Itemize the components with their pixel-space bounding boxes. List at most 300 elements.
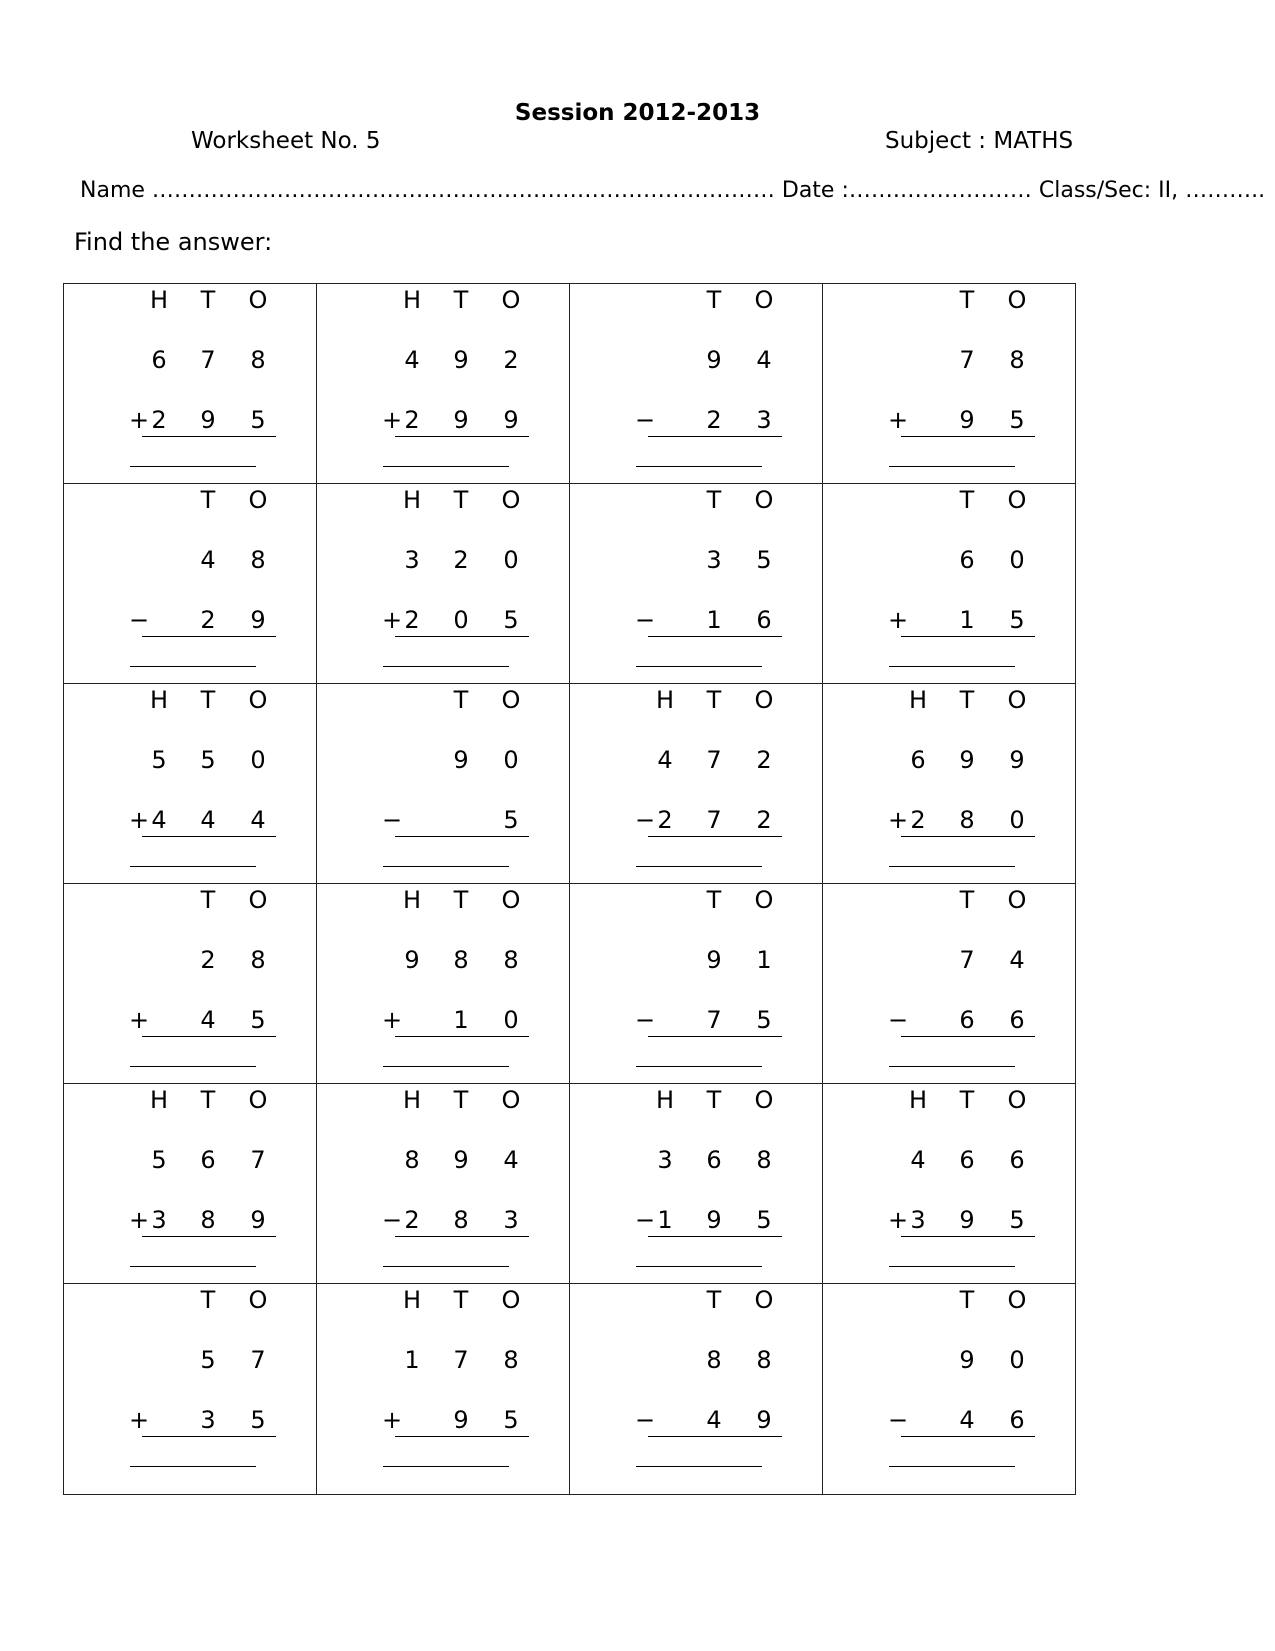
answer-line[interactable] [889, 466, 1015, 467]
ones-digit: 4 [503, 1146, 519, 1174]
tens-digit: 9 [453, 1146, 469, 1174]
ones-label: O [754, 686, 774, 714]
operator-sign: − [381, 1206, 403, 1234]
place-value-header [630, 286, 774, 318]
tens-label: T [959, 486, 975, 514]
ones-digit: 8 [503, 1346, 519, 1374]
tens-digit: 7 [706, 746, 722, 774]
ones-label: O [248, 486, 268, 514]
second-number [124, 606, 266, 638]
answer-line[interactable] [130, 1066, 256, 1067]
second-number [883, 1006, 1025, 1038]
place-value-header [124, 1086, 268, 1118]
first-number [883, 546, 1025, 578]
ones-digit: 1 [756, 946, 772, 974]
place-value-header [883, 286, 1027, 318]
ones-digit: 7 [250, 1146, 266, 1174]
ones-digit: 8 [250, 346, 266, 374]
second-number [630, 1206, 772, 1238]
ones-digit: 4 [756, 346, 772, 374]
tens-digit: 6 [959, 546, 975, 574]
ones-digit: 8 [1009, 346, 1025, 374]
ones-digit: 5 [503, 1406, 519, 1434]
tens-label: T [453, 486, 469, 514]
hundreds-label: H [402, 886, 422, 914]
operand-underline [395, 836, 529, 837]
second-number [630, 1406, 772, 1438]
hundreds-label: H [655, 1086, 675, 1114]
first-number [883, 746, 1025, 778]
second-number [377, 806, 519, 838]
operand-underline [901, 836, 1035, 837]
problem-row [64, 1084, 1076, 1284]
ones-digit: 0 [1009, 806, 1025, 834]
operand-underline [395, 1436, 529, 1437]
tens-label: T [706, 686, 722, 714]
ones-digit: 0 [1009, 1346, 1025, 1374]
operator-sign: + [128, 406, 150, 434]
ones-label: O [754, 1286, 774, 1314]
answer-line[interactable] [383, 666, 509, 667]
ones-label: O [248, 1086, 268, 1114]
tens-digit: 9 [453, 1406, 469, 1434]
hundreds-digit: 6 [151, 346, 167, 374]
problem-cell [570, 684, 823, 884]
operand-underline [142, 836, 276, 837]
tens-digit: 8 [453, 1206, 469, 1234]
problem-row [64, 684, 1076, 884]
problem-cell [64, 684, 317, 884]
first-number [377, 346, 519, 378]
operator-sign: + [128, 1406, 150, 1434]
ones-digit: 0 [503, 546, 519, 574]
tens-digit: 2 [200, 946, 216, 974]
operator-sign: − [634, 1206, 656, 1234]
ones-label: O [1007, 1086, 1027, 1114]
first-number [377, 1146, 519, 1178]
operand-underline [395, 1036, 529, 1037]
ones-digit: 3 [756, 406, 772, 434]
instruction-text: Find the answer: [74, 228, 273, 256]
answer-line[interactable] [636, 1266, 762, 1267]
second-number [124, 406, 266, 438]
ones-label: O [1007, 886, 1027, 914]
hundreds-label: H [402, 286, 422, 314]
problem-cell [570, 484, 823, 684]
ones-digit: 5 [1009, 1206, 1025, 1234]
ones-digit: 5 [503, 606, 519, 634]
hundreds-digit: 2 [404, 606, 420, 634]
second-number [124, 1206, 266, 1238]
tens-digit: 8 [200, 1206, 216, 1234]
ones-digit: 6 [756, 606, 772, 634]
operand-underline [395, 1236, 529, 1237]
answer-line[interactable] [636, 1066, 762, 1067]
first-number [124, 746, 266, 778]
ones-digit: 9 [503, 406, 519, 434]
hundreds-digit: 4 [404, 346, 420, 374]
operator-sign: − [128, 606, 150, 634]
answer-line[interactable] [383, 1066, 509, 1067]
ones-label: O [248, 1286, 268, 1314]
tens-digit: 9 [453, 346, 469, 374]
ones-digit: 0 [250, 746, 266, 774]
ones-digit: 9 [250, 606, 266, 634]
tens-digit: 9 [959, 1346, 975, 1374]
problem-row [64, 284, 1076, 484]
tens-digit: 4 [706, 1406, 722, 1434]
operand-underline [142, 1236, 276, 1237]
place-value-header [124, 1286, 268, 1318]
operand-underline [648, 1436, 782, 1437]
tens-digit: 9 [453, 406, 469, 434]
tens-digit: 4 [959, 1406, 975, 1434]
ones-digit: 5 [503, 806, 519, 834]
operator-sign: − [887, 1406, 909, 1434]
ones-digit: 0 [1009, 546, 1025, 574]
answer-line[interactable] [636, 666, 762, 667]
hundreds-digit: 4 [657, 746, 673, 774]
tens-label: T [959, 1286, 975, 1314]
tens-digit: 8 [453, 946, 469, 974]
answer-line[interactable] [130, 1266, 256, 1267]
place-value-header [124, 486, 268, 518]
tens-label: T [453, 1286, 469, 1314]
tens-label: T [959, 686, 975, 714]
tens-label: T [200, 1286, 216, 1314]
first-number [124, 346, 266, 378]
tens-label: T [706, 1086, 722, 1114]
place-value-header [124, 286, 268, 318]
second-number [883, 606, 1025, 638]
operand-underline [142, 636, 276, 637]
operator-sign: + [381, 406, 403, 434]
problem-cell [64, 484, 317, 684]
ones-digit: 9 [1009, 746, 1025, 774]
place-value-header [630, 886, 774, 918]
operator-sign: + [128, 1006, 150, 1034]
ones-digit: 8 [756, 1146, 772, 1174]
tens-digit: 4 [200, 1006, 216, 1034]
tens-label: T [706, 486, 722, 514]
ones-label: O [501, 286, 521, 314]
operand-underline [901, 1436, 1035, 1437]
ones-digit: 0 [503, 1006, 519, 1034]
problem-cell [823, 684, 1076, 884]
second-number [377, 606, 519, 638]
first-number [883, 1346, 1025, 1378]
answer-line[interactable] [383, 866, 509, 867]
hundreds-label: H [149, 286, 169, 314]
place-value-header [883, 486, 1027, 518]
first-number [630, 1346, 772, 1378]
hundreds-digit: 1 [404, 1346, 420, 1374]
place-value-header [377, 886, 521, 918]
tens-digit: 3 [200, 1406, 216, 1434]
ones-label: O [501, 486, 521, 514]
hundreds-digit: 9 [404, 946, 420, 974]
problem-cell [570, 884, 823, 1084]
tens-digit: 6 [959, 1006, 975, 1034]
answer-line[interactable] [383, 1266, 509, 1267]
ones-digit: 5 [1009, 606, 1025, 634]
ones-digit: 2 [756, 746, 772, 774]
tens-digit: 7 [453, 1346, 469, 1374]
place-value-header [124, 886, 268, 918]
hundreds-digit: 1 [657, 1206, 673, 1234]
tens-digit: 9 [200, 406, 216, 434]
problem-cell [823, 484, 1076, 684]
tens-label: T [959, 886, 975, 914]
operator-sign: − [634, 806, 656, 834]
answer-line[interactable] [889, 866, 1015, 867]
place-value-header [377, 486, 521, 518]
operand-underline [648, 636, 782, 637]
tens-digit: 1 [453, 1006, 469, 1034]
place-value-header [883, 1086, 1027, 1118]
second-number [630, 1006, 772, 1038]
hundreds-label: H [149, 1086, 169, 1114]
tens-digit: 7 [706, 1006, 722, 1034]
answer-line[interactable] [889, 666, 1015, 667]
second-number [883, 806, 1025, 838]
problem-cell [317, 1284, 570, 1495]
ones-digit: 5 [756, 546, 772, 574]
tens-digit: 6 [706, 1146, 722, 1174]
problem-cell [317, 884, 570, 1084]
problem-grid [63, 283, 1076, 1495]
tens-label: T [959, 286, 975, 314]
operand-underline [395, 436, 529, 437]
operand-underline [901, 1236, 1035, 1237]
hundreds-digit: 2 [404, 406, 420, 434]
place-value-header [883, 1286, 1027, 1318]
tens-digit: 5 [200, 1346, 216, 1374]
problem-cell [317, 284, 570, 484]
ones-digit: 5 [756, 1006, 772, 1034]
operand-underline [142, 1436, 276, 1437]
place-value-header [630, 486, 774, 518]
operator-sign: + [381, 606, 403, 634]
tens-label: T [706, 286, 722, 314]
second-number [124, 1006, 266, 1038]
hundreds-label: H [908, 1086, 928, 1114]
place-value-header [630, 1086, 774, 1118]
ones-digit: 2 [503, 346, 519, 374]
operator-sign: − [634, 1406, 656, 1434]
first-number [630, 946, 772, 978]
problem-cell [64, 1084, 317, 1284]
ones-digit: 4 [1009, 946, 1025, 974]
tens-digit: 7 [200, 346, 216, 374]
tens-digit: 9 [959, 746, 975, 774]
second-number [377, 1206, 519, 1238]
tens-digit: 0 [453, 606, 469, 634]
tens-digit: 8 [706, 1346, 722, 1374]
tens-label: T [200, 686, 216, 714]
place-value-header [630, 1286, 774, 1318]
operand-underline [395, 636, 529, 637]
place-value-header [377, 1286, 521, 1318]
problem-row [64, 884, 1076, 1084]
tens-label: T [453, 886, 469, 914]
second-number [377, 1006, 519, 1038]
hundreds-digit: 8 [404, 1146, 420, 1174]
problem-cell [570, 1284, 823, 1495]
tens-label: T [200, 286, 216, 314]
ones-label: O [1007, 486, 1027, 514]
problem-cell [823, 1284, 1076, 1495]
ones-digit: 5 [250, 1406, 266, 1434]
operand-underline [648, 1236, 782, 1237]
ones-digit: 9 [756, 1406, 772, 1434]
operand-underline [648, 1036, 782, 1037]
hundreds-digit: 3 [910, 1206, 926, 1234]
ones-label: O [248, 686, 268, 714]
place-value-header [377, 686, 521, 718]
ones-label: O [754, 886, 774, 914]
ones-label: O [248, 286, 268, 314]
tens-label: T [453, 1086, 469, 1114]
answer-line[interactable] [130, 1466, 256, 1467]
problem-cell [64, 284, 317, 484]
ones-digit: 6 [1009, 1006, 1025, 1034]
tens-label: T [706, 1286, 722, 1314]
operand-underline [901, 1036, 1035, 1037]
ones-digit: 3 [503, 1206, 519, 1234]
problem-cell [64, 1284, 317, 1495]
hundreds-digit: 3 [657, 1146, 673, 1174]
answer-line[interactable] [889, 1066, 1015, 1067]
operator-sign: − [634, 1006, 656, 1034]
answer-line[interactable] [889, 1266, 1015, 1267]
operator-sign: + [381, 1406, 403, 1434]
hundreds-digit: 5 [151, 1146, 167, 1174]
tens-digit: 7 [959, 946, 975, 974]
hundreds-label: H [402, 486, 422, 514]
answer-line[interactable] [636, 866, 762, 867]
hundreds-label: H [149, 686, 169, 714]
ones-label: O [754, 1086, 774, 1114]
second-number [377, 406, 519, 438]
first-number [630, 1146, 772, 1178]
hundreds-digit: 4 [910, 1146, 926, 1174]
ones-label: O [754, 486, 774, 514]
operand-underline [142, 1036, 276, 1037]
operator-sign: + [381, 1006, 403, 1034]
place-value-header [883, 886, 1027, 918]
ones-digit: 8 [250, 946, 266, 974]
first-number [883, 1146, 1025, 1178]
hundreds-digit: 3 [151, 1206, 167, 1234]
hundreds-label: H [908, 686, 928, 714]
tens-digit: 4 [200, 806, 216, 834]
tens-label: T [200, 886, 216, 914]
second-number [883, 1206, 1025, 1238]
ones-label: O [501, 1086, 521, 1114]
first-number [630, 746, 772, 778]
tens-digit: 9 [453, 746, 469, 774]
operator-sign: − [381, 806, 403, 834]
answer-line[interactable] [636, 1466, 762, 1467]
tens-label: T [706, 886, 722, 914]
hundreds-digit: 2 [910, 806, 926, 834]
ones-digit: 5 [756, 1206, 772, 1234]
answer-line[interactable] [383, 1466, 509, 1467]
first-number [124, 546, 266, 578]
tens-label: T [453, 286, 469, 314]
problem-cell [64, 884, 317, 1084]
answer-line[interactable] [130, 666, 256, 667]
student-info-line: Name …………………………………………….…………………………… Date :…….……………… Class/Sec: II, ……….. [80, 178, 1266, 203]
ones-digit: 9 [250, 1206, 266, 1234]
answer-line[interactable] [130, 866, 256, 867]
ones-digit: 2 [756, 806, 772, 834]
tens-digit: 6 [200, 1146, 216, 1174]
ones-digit: 5 [250, 406, 266, 434]
hundreds-digit: 5 [151, 746, 167, 774]
second-number [883, 406, 1025, 438]
answer-line[interactable] [636, 466, 762, 467]
operator-sign: + [887, 1206, 909, 1234]
first-number [883, 346, 1025, 378]
problem-cell [317, 484, 570, 684]
place-value-header [630, 686, 774, 718]
operand-underline [648, 436, 782, 437]
operand-underline [901, 436, 1035, 437]
second-number [630, 806, 772, 838]
ones-label: O [1007, 286, 1027, 314]
ones-digit: 8 [756, 1346, 772, 1374]
first-number [124, 946, 266, 978]
answer-line[interactable] [889, 1466, 1015, 1467]
operator-sign: − [634, 606, 656, 634]
first-number [630, 346, 772, 378]
tens-label: T [959, 1086, 975, 1114]
operand-underline [901, 636, 1035, 637]
problem-cell [823, 284, 1076, 484]
answer-line[interactable] [130, 466, 256, 467]
tens-digit: 1 [706, 606, 722, 634]
second-number [124, 806, 266, 838]
answer-line[interactable] [383, 466, 509, 467]
place-value-header [124, 686, 268, 718]
hundreds-digit: 6 [910, 746, 926, 774]
tens-label: T [200, 1086, 216, 1114]
tens-digit: 2 [453, 546, 469, 574]
ones-label: O [501, 686, 521, 714]
place-value-header [377, 286, 521, 318]
ones-digit: 5 [250, 1006, 266, 1034]
place-value-header [377, 1086, 521, 1118]
second-number [377, 1406, 519, 1438]
ones-digit: 7 [250, 1346, 266, 1374]
subject-label: Subject : MATHS [885, 128, 1074, 154]
first-number [377, 746, 519, 778]
tens-label: T [453, 686, 469, 714]
operator-sign: + [128, 806, 150, 834]
first-number [124, 1346, 266, 1378]
second-number [883, 1406, 1025, 1438]
session-title: Session 2012-2013 [514, 100, 761, 126]
tens-digit: 4 [200, 546, 216, 574]
operator-sign: + [128, 1206, 150, 1234]
ones-digit: 8 [503, 946, 519, 974]
hundreds-label: H [655, 686, 675, 714]
ones-label: O [248, 886, 268, 914]
problem-cell [570, 1084, 823, 1284]
ones-label: O [501, 1286, 521, 1314]
